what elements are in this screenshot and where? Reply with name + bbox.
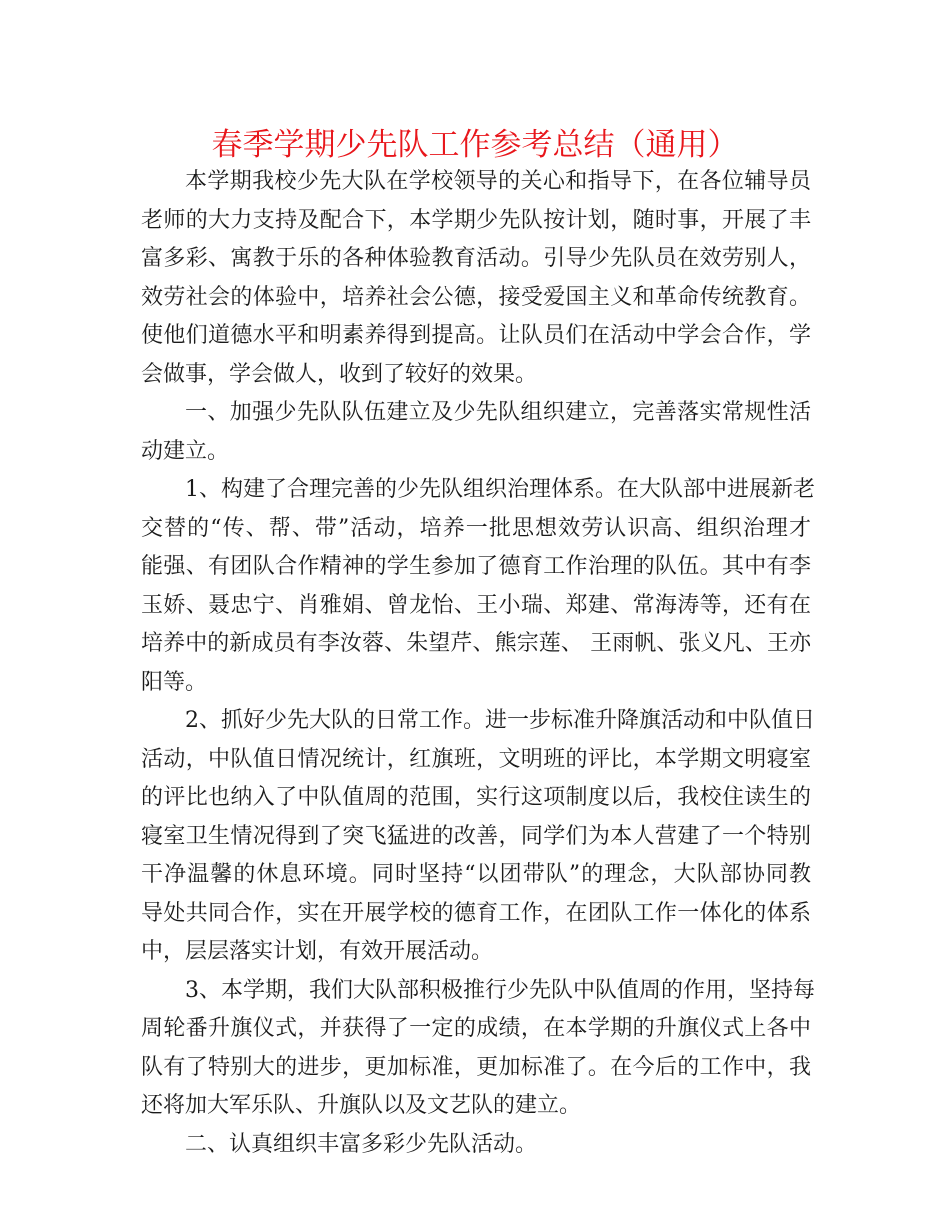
paragraph-line: 本学期我校少先大队在学校领导的关心和指导下，在各位辅导员 — [185, 169, 811, 194]
paragraph-line: 干净温馨的休息环境。同时坚持“以团带队”的理念，大队部协同教 — [141, 862, 811, 887]
paragraph-line: 富多彩、寓教于乐的各种体验教育活动。引导少先队员在效劳别人， — [141, 246, 811, 271]
paragraph-line: 玉娇、聂忠宁、肖雅娟、曾龙怡、王小瑞、郑建、常海涛等，还有在 — [141, 592, 811, 618]
paragraph-line: 中，层层落实计划，有效开展活动。 — [141, 939, 494, 964]
paragraph-line: 一、加强少先队队伍建立及少先队组织建立，完善落实常规性活 — [185, 400, 811, 425]
paragraph-line: 二、认真组织丰富多彩少先队活动。 — [185, 1131, 538, 1157]
document-title: 春季学期少先队工作参考总结（通用） — [211, 127, 739, 163]
paragraph-line: 活动，中队值日情况统计，红旗班，文明班的评比，本学期文明寝室 — [141, 746, 811, 772]
paragraph — [141, 471, 815, 702]
paragraph-line: 队有了特别大的进步，更加标准，更加标准了。在今后的工作中，我 — [141, 1054, 811, 1080]
paragraph — [141, 163, 811, 394]
paragraph-line: 阳等。 — [141, 669, 208, 695]
paragraph-line: 1、构建了合理完善的少先队组织治理体系。在大队部中进展新老 — [185, 477, 815, 502]
paragraph-line: 使他们道德水平和明素养得到提高。让队员们在活动中学会合作，学 — [141, 323, 811, 348]
paragraph-line: 培养中的新成员有李汝蓉、朱望芹、熊宗莲、 王雨帆、张义凡、王亦 — [141, 631, 811, 656]
paragraph-line: 能强、有团队合作精神的学生参加了德育工作治理的队伍。其中有李 — [141, 554, 811, 579]
paragraph-line: 寝室卫生情况得到了突飞猛进的改善，同学们为本人营建了一个特别 — [141, 823, 811, 849]
paragraph-line: 会做事，学会做人，收到了较好的效果。 — [141, 361, 538, 387]
paragraph — [141, 1126, 811, 1165]
paragraph — [141, 702, 815, 972]
paragraph-line: 交替的“传、帮、带”活动，培养一批思想效劳认识高、组织治理才 — [141, 515, 811, 541]
paragraph-line: 老师的大力支持及配合下，本学期少先队按计划，随时事，开展了丰 — [141, 207, 811, 233]
paragraph — [141, 972, 815, 1126]
document-body — [141, 163, 815, 1164]
paragraph-line: 动建立。 — [141, 438, 230, 464]
paragraph-line: 导处共同合作，实在开展学校的德育工作，在团队工作一体化的体系 — [141, 900, 811, 926]
paragraph-line: 周轮番升旗仪式，并获得了一定的成绩，在本学期的升旗仪式上各中 — [141, 1016, 811, 1041]
paragraph-line: 效劳社会的体验中，培养社会公德，接受爱国主义和革命传统教育。 — [141, 284, 811, 310]
paragraph-line: 3、本学期，我们大队部积极推行少先队中队值周的作用，坚持每 — [185, 977, 815, 1003]
paragraph — [141, 394, 811, 471]
paragraph-line: 的评比也纳入了中队值周的范围，实行这项制度以后，我校住读生的 — [141, 785, 811, 810]
paragraph-line: 2、抓好少先大队的日常工作。进一步标准升降旗活动和中队值日 — [185, 708, 815, 733]
paragraph-line: 还将加大军乐队、升旗队以及文艺队的建立。 — [141, 1093, 582, 1118]
